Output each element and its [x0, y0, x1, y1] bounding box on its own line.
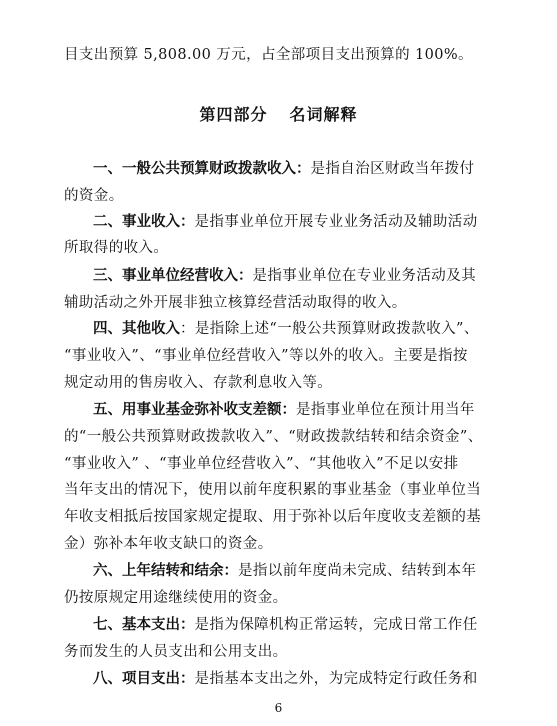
- definition-text: 是指事业单位在专业业务活动及其: [252, 268, 476, 284]
- definition-1-first-line: [93, 159, 494, 179]
- heading-part: 第四部分: [199, 105, 268, 124]
- definition-4-line: 规定动用的售房收入、存款利息收入等。: [64, 375, 333, 391]
- definition-6-first-line: [93, 561, 494, 581]
- intro-line: 目支出预算 5,808.00 万元，占全部项目支出预算的 100%。: [64, 47, 473, 63]
- definition-text: 是指事业单位在预计用当年: [296, 402, 475, 418]
- definition-5-line: 的“一般公共预算财政拨款收入”、“财政拨款结转和结余资金”、: [64, 429, 483, 445]
- definition-1-line: 的资金。: [64, 188, 124, 204]
- definition-5-line: 年收支相抵后按国家规定提取、用于弥补以后年度收支差额的基: [64, 509, 482, 525]
- definition-term: 一、一般公共预算财政拨款收入：: [93, 161, 311, 177]
- definition-text: 是指为保障机构正常运转，完成日常工作任: [194, 617, 478, 633]
- definition-3-first-line: [93, 266, 494, 286]
- definition-text: 是指以前年度尚未完成、结转到本年: [238, 563, 477, 579]
- definition-5-line: 金）弥补本年收支缺口的资金。: [64, 536, 273, 552]
- definition-4-first-line: [93, 319, 494, 339]
- definition-term: 八、项目支出：: [93, 671, 195, 687]
- section-heading: [0, 104, 557, 126]
- definition-5-line: 当年支出的情况下，使用以前年度积累的事业基金（事业单位当: [64, 482, 482, 498]
- definition-4-line: “事业收入”、“事业单位经营收入”等以外的收入。主要是指按: [64, 348, 468, 364]
- definition-5-line: “事业收入” 、“事业单位经营收入”、“其他收入”不足以安排: [64, 456, 459, 472]
- definition-term: 七、基本支出：: [93, 617, 195, 633]
- definition-text: 是指基本支出之外，为完成特定行政任务和: [194, 671, 478, 687]
- definition-7-first-line: [93, 615, 494, 635]
- definition-text: 是指事业单位开展专业业务活动及辅助活动: [194, 214, 478, 230]
- definition-5-first-line: [93, 400, 494, 420]
- definition-term: 三、事业单位经营收入：: [93, 268, 253, 284]
- definition-text: ：是指除上述“一般公共预算财政拨款收入”、: [180, 321, 479, 337]
- definition-7-line: 务而发生的人员支出和公用支出。: [64, 644, 288, 660]
- definition-2-first-line: [93, 212, 494, 232]
- definition-term: 五、用事业基金弥补收支差额：: [93, 402, 296, 418]
- definition-2-line: 所取得的收入。: [64, 240, 169, 256]
- definition-8-first-line: [93, 669, 494, 689]
- definition-text: 是指自治区财政当年拨付: [310, 161, 475, 177]
- definition-term: 二、事业收入：: [93, 214, 195, 230]
- definition-6-line: 仍按原规定用途继续使用的资金。: [64, 590, 288, 606]
- definition-3-line: 辅助活动之外开展非独立核算经营活动取得的收入。: [64, 295, 407, 311]
- page-number: 6: [274, 701, 283, 715]
- definition-term: 六、上年结转和结余：: [93, 563, 238, 579]
- definition-term: 四、其他收入: [93, 321, 180, 337]
- heading-title: 名词解释: [289, 105, 358, 124]
